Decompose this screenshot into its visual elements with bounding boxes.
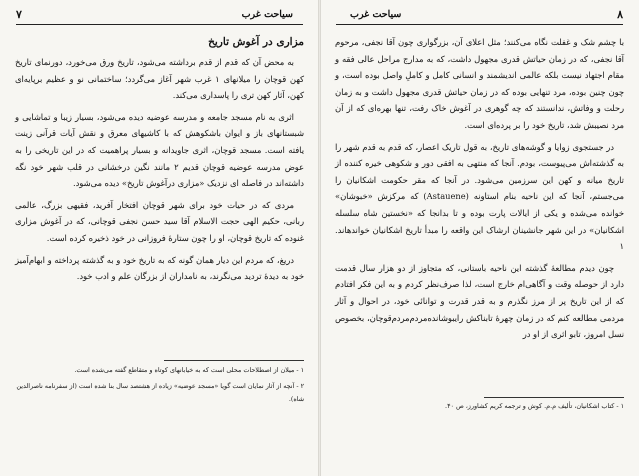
right-paragraph-2: در جستجوی زوایا و گوشه‌های تاریخ، به قول تاریک اعصار، که قدم به قدم شهر را به گذشته‌اش می‌پیوست، بودم. آنجا که منتهی به افقی دور و شکوهی خیره کننده از تاریخ میانه و کهن این سرزمین می‌شود. در آنجا که مقر حکومت اشکانیان را می‌جستم، آنجا که این ناحیه بنام استاونه (Astauene) که مرکزش «خبوشان» خوانده می‌شده و یکی از ایالات پارت بوده و تا بدانجا که «نخستین شاه سلسله اشکانیان» در این شهر جانشینان ارشاک این واقعه را مبدأ تاریخ اشکانیان خواندهاند. ۱ [335,141,624,252]
right-paragraph-3: چون دیدم مطالعهٔ گذشته این ناحیه باستانی، که متجاوز از دو هزار سال قدمت دارد از حوصله وقت و آگاهی‌ام خارج است، لذا صرف‌نظر کردم و به این فکر افتادم که از این تاریخ پر از مرز نگذرم و به قدر قدرت و توانائی خود، در احوال و آثار مردمی مطالعه کنم که در زمان چهرهٔ تابناکش رایبوشانده‌مردم‌مردم‌قوچان، بخصوص نسل امروز، تا‌بو اثری از او در [335,262,624,340]
right-footnote-1: ۱ - کتاب اشکانیان، تألیف م.م. کوش و ترجمه کریم کشاورز، ص ۴۰. [445,402,624,410]
right-page [320,0,639,476]
left-running-title: سیاحت غرب [241,9,293,20]
left-paragraph-2: اثری به نام مسجد جامعه و مدرسه عوضیه دیده می‌شود، بسیار زیبا و تماشایی و شبستانهای باز و ایوان باشکوهش که با کاشیهای معرق و نقش آیات قرآنی زینت یافته است. مسجد قوچان، اثری جاویدانه و بسیار پراهمیت که در این تاریخی را به عوض مدرسه عوضیه قوچان قدیم ۲ مانند نگین درخشانی در قلب شهر خود نگه داشته‌اند در فاصله ای نزدیک «مزاری درآغوش تاریخ» دیده می‌شود. [15,111,304,189]
right-page-number: ۸ [617,8,623,21]
right-running-head [336,8,623,25]
right-footnotes [335,400,624,416]
left-paragraph-3: مردی که در حیات خود برای شهر قوچان افتخار آفرید، فقیهی بزرگ، عالمی ربانی، حکیم الهی حجت الاسلام آقا سید حسن نجفی قوچانی، که در آغوش مزاری غنوده که تاریخ قوچان، او را چون ستارهٔ فروزانی در خود ذخیره کرده است. [15,199,304,243]
book-gutter [318,0,321,476]
left-page-body [15,32,304,290]
left-footnote-2: ۲ - آنچه از آثار نمایان است گویا «مسجد عوضیه» زیاده از هشتصد سال بنا شده است (از سفرنامه ناصرالدین شاه). [16,382,304,403]
right-footnote-divider [484,397,624,398]
right-page-body [335,34,624,348]
left-paragraph-1: به محض آن که قدم از قدم برداشته می‌شود، تاریخ ورق می‌خورد، دورنمای تاریخ کهن قوچان را میلانهای ۱ غرب شهر آغاز می‌گردد؛ ساختمانی نو و عظیم برپایه‌ای کهن، آثار کهن تری را پاسداری می‌کند. [15,57,304,101]
left-page-number: ۷ [16,8,22,21]
left-page [0,0,319,476]
section-title: مزاری در آغوش تاریخ [208,36,304,48]
right-running-title: سیاحت غرب [350,9,402,20]
left-running-head [16,8,303,25]
right-paragraph-1: با چشم شک و غفلت نگاه می‌کنند؛ مثل اعلای آن، بزرگواری چون آقا نجفی، مرحوم آقا نجفی، که در زمان حیاتش قدری مجهول داشت، که به مدارج مراحل عالی فقه و مقام اجتهاد نیست بلکه عالمی اندیشمند و انسانی کامل و کاملِ واصل بوده است، و چون چنین بوده، مرد تنهایی بوده که در زمان حیاتش قدری مجهول داشت و به زمان رحلت و وفاتش، ندانستند که چه گوهری در آغوش خاک رفت، تنها بهره‌ای که از آن مرد نصیبش شد، تاریخ خود را بر پرده‌ای است. [335,37,624,130]
left-footnote-divider [164,360,304,361]
left-footnote-1: ۱ - میلان از اصطلاحات محلی است که به خیابانهای کوتاه و متقاطع گفته می‌شده است. [74,366,304,374]
left-footnotes [15,364,304,409]
left-paragraph-4: دریغ، که مردم این دیار همان گونه که به تاریخ خود و به گذشته پرداخته و ابهام‌آمیز خود به دیدهٔ تردید می‌نگرند، به نامداران از بزرگان علم و ادب خود. [15,254,304,282]
